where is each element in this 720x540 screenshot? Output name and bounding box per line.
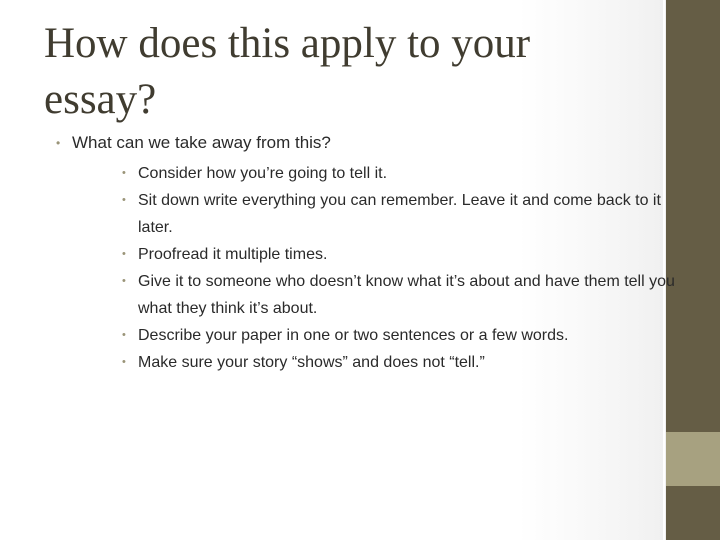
sub-bullet-text: Proofread it multiple times.: [138, 246, 328, 263]
sub-bullet-text: Make sure your story “shows” and does not “tell.”: [138, 354, 485, 371]
bullet-dot-icon: •: [56, 136, 61, 150]
sub-bullet-text: Describe your paper in one or two sentences or a few words.: [138, 327, 569, 344]
bullet-text: What can we take away from this?: [72, 133, 331, 152]
sub-bullet-item: [72, 187, 698, 241]
sub-bullet-item: [72, 349, 698, 376]
sub-bullet-item: [72, 268, 698, 322]
bullet-dot-icon: •: [122, 167, 126, 179]
slide-body: [28, 130, 675, 376]
bullet-list: [28, 130, 675, 376]
sub-bullet-text: Consider how you’re going to tell it.: [138, 165, 388, 182]
sub-bullet-item: [72, 241, 698, 268]
bullet-item: [28, 130, 675, 376]
sub-bullet-text: Give it to someone who doesn’t know what it’s about and have them tell you what they think it’s about.: [138, 273, 675, 317]
side-accent-block: [666, 432, 720, 486]
bullet-dot-icon: •: [122, 194, 126, 206]
sub-bullet-text: Sit down write everything you can remember. Leave it and come back to it later.: [138, 192, 661, 236]
sub-bullet-item: [72, 160, 698, 187]
sub-bullet-list: [72, 160, 675, 376]
sub-bullet-item: [72, 322, 698, 349]
bullet-dot-icon: •: [122, 248, 126, 260]
bullet-dot-icon: •: [122, 356, 126, 368]
bullet-dot-icon: •: [122, 329, 126, 341]
slide-title: How does this apply to your essay?: [44, 20, 531, 123]
bullet-dot-icon: •: [122, 275, 126, 287]
